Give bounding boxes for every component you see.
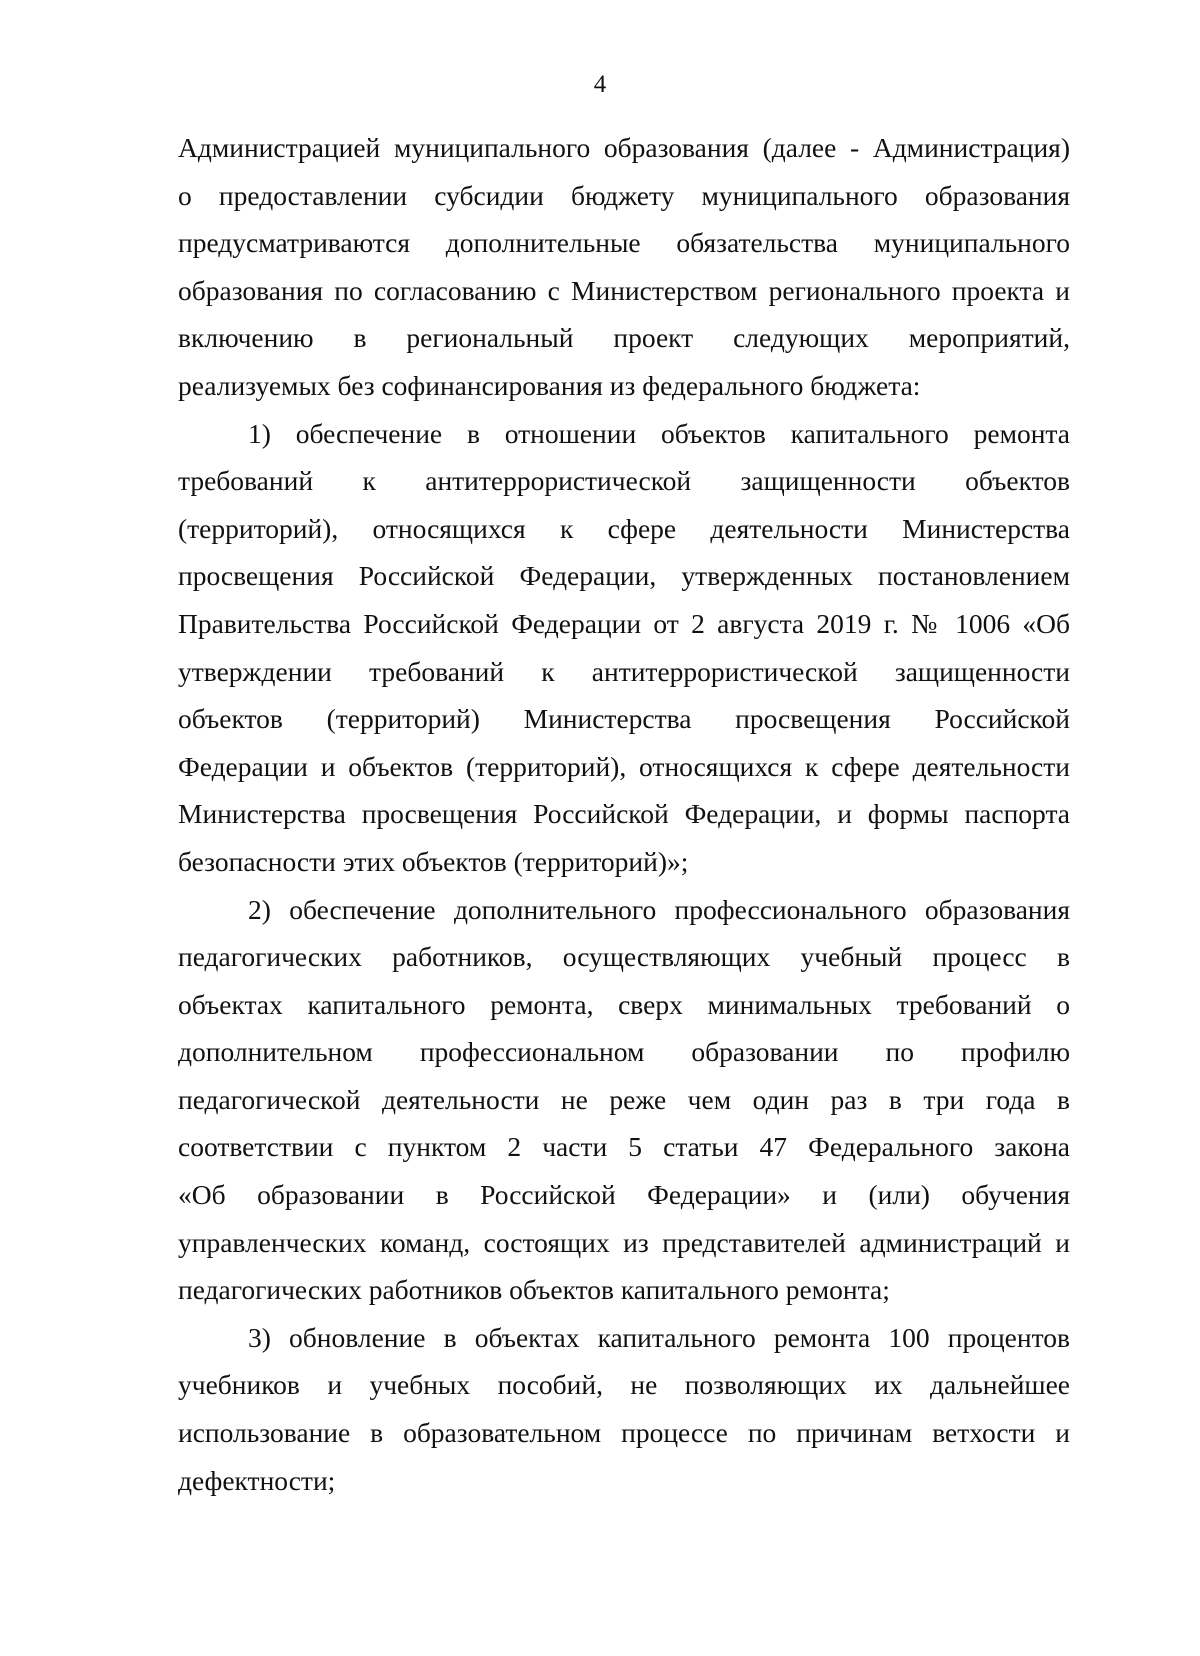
text-line: «Об образовании в Российской Федерации» и (или) обучения xyxy=(178,1179,1070,1211)
text-line: утверждении требований к антитеррористической защищенности xyxy=(178,655,1070,687)
text-line: реализуемых без софинансирования из федерального бюджета: xyxy=(178,369,921,401)
paragraph-intro xyxy=(178,124,1070,410)
text-line: педагогических работников, осуществляющих учебный процесс в xyxy=(178,941,1070,973)
paragraph-item-1 xyxy=(178,410,1070,886)
text-line: (территорий), относящихся к сфере деятельности Министерства xyxy=(178,512,1070,544)
text-line: включению в региональный проект следующих мероприятий, xyxy=(178,322,1070,354)
text-line: управленческих команд, состоящих из представителей администраций и xyxy=(178,1226,1070,1258)
text-line: Правительства Российской Федерации от 2 августа 2019 г. № 1006 «Об xyxy=(178,607,1070,639)
text-line: Администрацией муниципального образования (далее - Администрация) xyxy=(178,132,1070,163)
text-line: учебников и учебных пособий, не позволяющих их дальнейшее xyxy=(178,1369,1070,1401)
paragraph-item-3 xyxy=(178,1314,1070,1504)
text-line: педагогической деятельности не реже чем один раз в три года в xyxy=(178,1083,1070,1115)
text-line: Федерации и объектов (территорий), относящихся к сфере деятельности xyxy=(178,750,1070,782)
text-line: объектах капитального ремонта, сверх минимальных требований о xyxy=(178,988,1070,1020)
text-line: дополнительном профессиональном образовании по профилю xyxy=(178,1036,1070,1068)
text-line: образования по согласованию с Министерством регионального проекта и xyxy=(178,274,1070,306)
text-line: объектов (территорий) Министерства просвещения Российской xyxy=(178,703,1070,735)
text-line: безопасности этих объектов (территорий)»; xyxy=(178,845,689,877)
text-line: дефектности; xyxy=(178,1464,336,1496)
text-line: просвещения Российской Федерации, утвержденных постановлением xyxy=(178,560,1070,592)
text-line: предусматриваются дополнительные обязательства муниципального xyxy=(178,227,1070,259)
document-body xyxy=(178,124,1070,1504)
paragraph-item-2 xyxy=(178,886,1070,1314)
text-line: о предоставлении субсидии бюджету муниципального образования xyxy=(178,179,1070,211)
text-line: требований к антитеррористической защищенности объектов xyxy=(178,465,1070,497)
text-line: соответствии с пунктом 2 части 5 статьи 47 Федерального закона xyxy=(178,1131,1070,1163)
text-line: педагогических работников объектов капитального ремонта; xyxy=(178,1274,890,1306)
text-line: использование в образовательном процессе по причинам ветхости и xyxy=(178,1417,1070,1449)
text-line: 3) обновление в объектах капитального ремонта 100 процентов xyxy=(248,1321,1070,1353)
text-line: 2) обеспечение дополнительного профессионального образования xyxy=(248,893,1070,925)
text-line: Министерства просвещения Российской Федерации, и формы паспорта xyxy=(178,798,1070,830)
text-line: 1) обеспечение в отношении объектов капитального ремонта xyxy=(248,417,1070,449)
page-number: 4 xyxy=(593,71,607,98)
